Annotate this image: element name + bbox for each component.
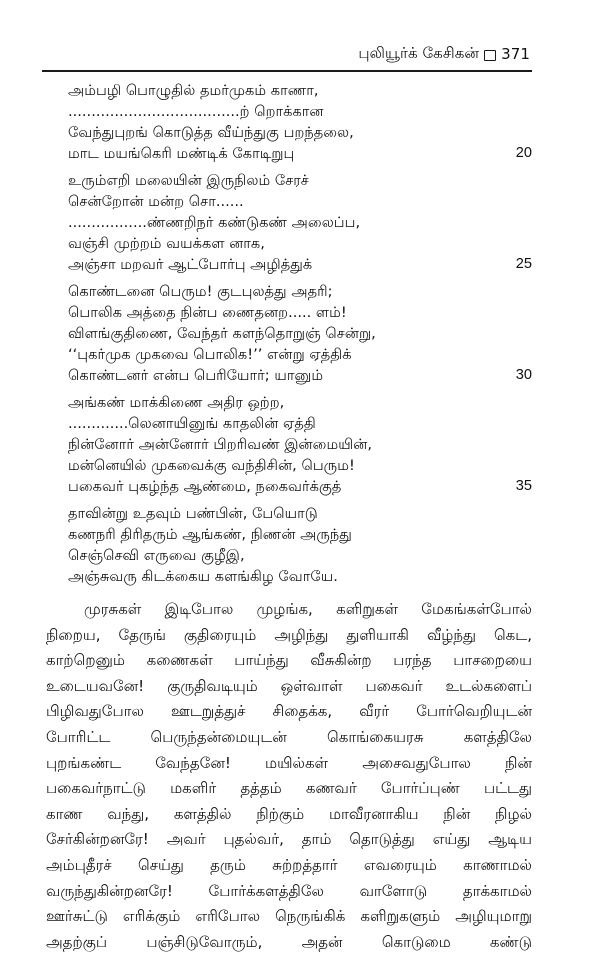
line-number: 30 — [515, 367, 532, 383]
running-header — [358, 44, 530, 64]
prose-line: காண வந்து, களத்தில் நிற்கும் மாவீரனாகிய நின் நிழல் — [46, 804, 532, 823]
verse-line: வேந்துபுறங் கொடுத்த வீய்ந்துகு பறந்தலை, — [68, 124, 354, 141]
prose-line: நிறைய, தேருங் குதிரையும் அழிந்து துளியாகி வீழ்ந்து கெட, — [46, 625, 532, 644]
verse-line: மாட மயங்கெரி மண்டிக் கோடிறுபு 20 — [68, 145, 532, 162]
prose-line: அதற்குப் பஞ்சிடுவோரும், அதன் கொடுமை கண்டு — [46, 932, 532, 951]
page-header — [42, 34, 532, 72]
verse-line: பொலிக அத்தை நின்ப ணைதனற..... ளம்! — [68, 304, 347, 321]
line-number: 25 — [515, 256, 532, 272]
verse-line: கணநரி திரிதரும் ஆங்கண், நிணன் அருந்து — [68, 526, 352, 543]
prose-line: முரசுகள் இடிபோல முழங்க, களிறுகள் மேகங்கள்போல் — [84, 600, 532, 618]
square-box-icon — [484, 50, 496, 61]
verse-line: கொண்டனர் என்ப பெரியோர்; யானும் 30 — [68, 367, 532, 384]
line-number: 20 — [515, 145, 532, 161]
line-number: 35 — [515, 478, 532, 494]
verse-line: .................ண்ணறிநர் கண்டுகண் அலைப்ப, — [68, 214, 361, 231]
stanza — [68, 392, 532, 497]
prose-line: சேர்கின்றனரே! அவர் புதல்வர், தாம் தொடுத்து எய்து ஆடிய — [46, 830, 532, 849]
stanza — [68, 281, 532, 386]
verse-line: .............லெனாயினுங் காதலின் ஏத்தி — [68, 415, 316, 432]
verse-line: நின்னோர் அன்னோர் பிறரிவண் இன்மையின், — [68, 436, 373, 453]
verse-line: மன்னெயில் முகவைக்கு வந்திசின், பெரும! — [68, 457, 355, 474]
stanza — [68, 503, 532, 587]
prose-line: வருந்துகின்றனரே! போர்க்களத்திலே வாளோடு தாக்காமல் — [46, 881, 532, 900]
stanza — [68, 80, 532, 164]
verse-block — [68, 80, 532, 593]
verse-line: அஞ்சுவரு கிடக்கைய களங்கிழ வோயே. — [68, 568, 338, 585]
verse-line: விளங்குதிணை, வேந்தர் களந்தொறுஞ் சென்று, — [68, 325, 376, 342]
verse-line: அஞ்சா மறவர் ஆட்போர்பு அழித்துக் 25 — [68, 256, 532, 273]
verse-line: தாவின்று உதவும் பண்பின், பேயொடு — [68, 505, 318, 522]
verse-line: உரும்எறி மலையின் இருநிலம் சேரச் — [68, 172, 309, 189]
page-number: 371 — [501, 45, 530, 63]
stanza — [68, 170, 532, 275]
prose-line: பகைவர்நாட்டு மகளிர் தத்தம் கணவர் போர்ப்புண் பட்டது — [46, 779, 532, 798]
prose-line: உடையவனே! குருதிவடியும் ஒள்வாள் பகைவர் உடல்களைப் — [46, 676, 532, 695]
prose-commentary — [46, 597, 532, 955]
verse-line: அம்பழி பொழுதில் தமர்முகம் காணா, — [68, 82, 319, 99]
prose-line: பிழிவதுபோல ஊடறுத்துச் சிதைக்க, வீரர் போர்வெறியுடன் — [46, 702, 532, 721]
verse-line: செஞ்செவி எருவை குழீஇ, — [68, 547, 245, 564]
verse-line: கொண்டனை பெரும! குடபுலத்து அதரி; — [68, 283, 333, 300]
verse-line: ‘‘புகர்முக முகவை பொலிக!’’ என்று ஏத்திக் — [68, 346, 352, 363]
prose-line: புறங்கண்ட வேந்தனே! மயில்கள் அசைவதுபோல நின் — [46, 753, 532, 772]
prose-line: போரிட்ட பெருந்தன்மையுடன் கொங்கையரசு களத்திலே — [46, 727, 532, 746]
verse-line: பகைவர் புகழ்ந்த ஆண்மை, நகைவர்க்குத் 35 — [68, 478, 532, 495]
verse-line: அங்கண் மாக்கிணை அதிர ஒற்ற, — [68, 394, 285, 411]
prose-line: அம்புதீரச் செய்து தரும் சுற்றத்தார் எவரையும் காணாமல் — [46, 855, 532, 874]
verse-line: .....................................ற் றொக்கான — [68, 103, 324, 120]
verse-line: வஞ்சி முற்றம் வயக்கள னாக, — [68, 235, 265, 252]
verse-line: சென்றோன் மன்ற சொ...... — [68, 193, 244, 210]
running-title: புலியூர்க் கேசிகன் — [358, 44, 480, 62]
prose-line: காற்றெனும் கணைகள் பாய்ந்து வீசுகின்ற பரந்த பாசறையை — [46, 651, 532, 670]
prose-line: ஊர்சுட்டு எரிக்கும் எரிபோல நெருங்கிக் களிறுகளும் அழியுமாறு — [46, 907, 532, 926]
